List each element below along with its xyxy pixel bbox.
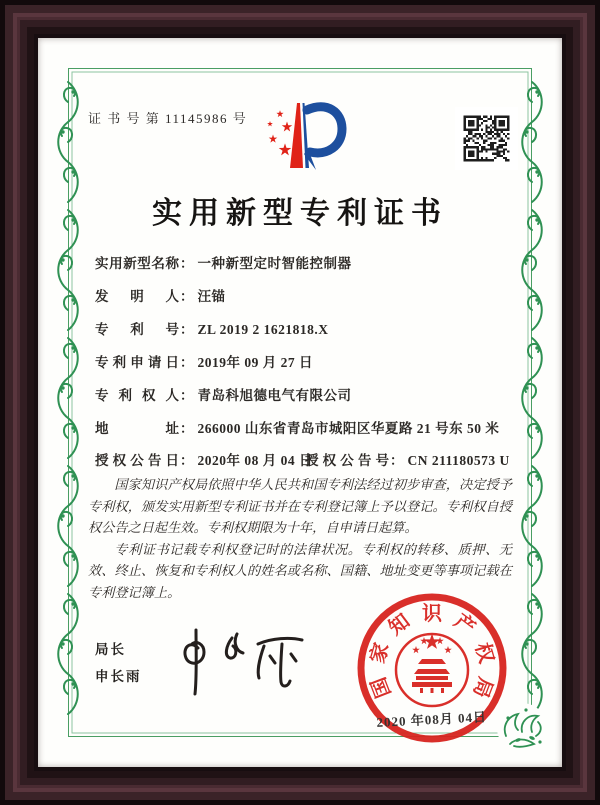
legal-text: [88, 474, 512, 603]
field-colon: ：: [180, 421, 194, 436]
field-row-name: [95, 252, 352, 272]
svg-text:局: 局: [468, 674, 497, 701]
seal-date: 2020 年08月 04日: [376, 709, 488, 730]
field-value: CN 211180573 U: [407, 453, 510, 468]
certificate-title: 实用新型专利证书: [152, 197, 448, 230]
field-colon: ：: [180, 453, 194, 468]
field-colon: ：: [180, 289, 194, 304]
qr-code: [455, 107, 518, 170]
field-colon: ：: [390, 453, 404, 468]
field-value: 青岛科旭德电气有限公司: [197, 388, 352, 403]
field-value: 汪锚: [197, 289, 226, 304]
star-icon: [279, 143, 292, 155]
cnipa-logo-icon: [246, 96, 352, 184]
field-value: 一种新型定时智能控制器: [197, 256, 352, 271]
certificate-paper: [38, 38, 562, 767]
signature: [160, 618, 320, 703]
legal-paragraph: 专利证书记载专利权登记时的法律状况。专利权的转移、质押、无效、终止、恢复和专利权人的姓名或名称、国籍、地址变更等事项记载在专利登记簿上。: [88, 541, 512, 600]
national-emblem-icon: [396, 634, 468, 707]
official-seal: [354, 590, 510, 746]
field-value: ZL 2019 2 1621818.X: [197, 322, 329, 337]
star-icon: [424, 634, 440, 649]
field-label: 地址: [95, 421, 179, 436]
right-flourish-ornament: [512, 78, 552, 718]
left-flourish-ornament: [48, 78, 88, 718]
field-colon: ：: [180, 388, 194, 403]
field-value: 2020年 08 月 04 日: [197, 453, 313, 468]
svg-text:识: 识: [422, 603, 442, 625]
svg-text:权: 权: [470, 640, 498, 666]
field-row-address: [95, 417, 499, 437]
svg-text:国: 国: [367, 674, 396, 701]
star-icon: [267, 121, 273, 126]
field-label: 发明人: [95, 289, 179, 304]
field-row-grant: [95, 449, 510, 469]
field-label: 专利号: [95, 322, 179, 337]
field-row-patentee: [95, 384, 352, 404]
star-icon: [412, 646, 420, 653]
legal-paragraph: 国家知识产权局依照中华人民共和国专利法经过初步审查，决定授予专利权，颁发实用新型专利证书并在专利登记簿上予以登记。专利权自授权公告之日起生效。专利权期限为十年，自申请日起算。: [88, 477, 512, 535]
field-label: 授权公告日: [95, 453, 179, 468]
star-icon: [269, 135, 278, 143]
star-icon: [282, 122, 292, 132]
field-colon: ：: [180, 256, 194, 271]
field-row-filing-date: [95, 351, 313, 371]
star-icon: [444, 646, 452, 653]
grant-number-pair: [305, 449, 510, 469]
field-row-inventor: [95, 285, 226, 305]
field-label: 专利申请日: [95, 355, 179, 370]
field-label: 授权公告号: [305, 453, 389, 468]
field-colon: ：: [180, 322, 194, 337]
certificate-number: 证 书 号 第 11145986 号: [88, 111, 248, 126]
svg-text:产: 产: [449, 610, 480, 640]
field-row-patent-no: [95, 318, 329, 338]
star-icon: [276, 110, 283, 117]
svg-text:家: 家: [366, 640, 394, 666]
field-label: 实用新型名称: [95, 256, 179, 271]
field-value: 266000 山东省青岛市城阳区华夏路 21 号东 50 米: [197, 421, 500, 436]
signer-name: 申长雨: [95, 669, 142, 684]
field-label: 专利权人: [95, 388, 179, 403]
field-value: 2019年 09 月 27 日: [197, 355, 313, 370]
signer-title: 局长: [95, 642, 126, 657]
svg-text:知: 知: [384, 610, 415, 640]
field-colon: ：: [180, 355, 194, 370]
